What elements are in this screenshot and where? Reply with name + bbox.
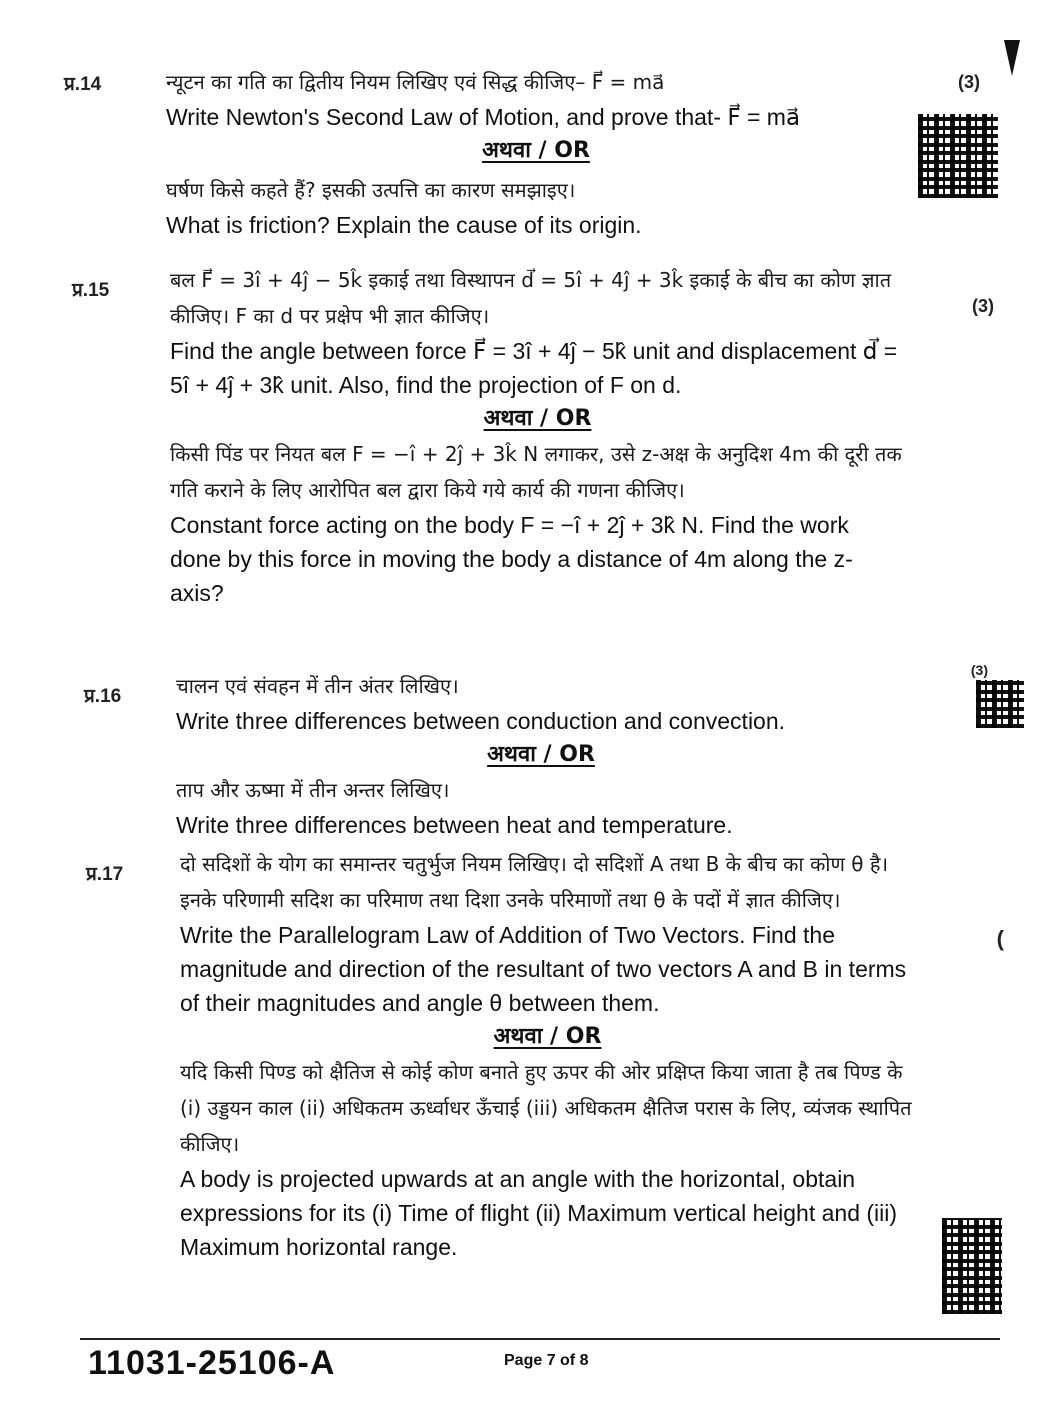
q15-or-divider: अथवा / OR xyxy=(483,406,592,431)
q16-alt-english-text: Write three differences between heat and temperature. xyxy=(176,812,733,838)
marks-15: (3) xyxy=(972,296,994,316)
q17-or-divider: अथवा / OR xyxy=(493,1024,602,1049)
marks-14: (3) xyxy=(958,72,980,92)
q14-alt-english-text: What is friction? Explain the cause of its origin. xyxy=(166,212,642,238)
q15-alt-hindi-text: किसी पिंड पर नियत बल F = −î + 2ĵ + 3k̂ N लगाकर, उसे z-अक्ष के अनुदिश 4m की दूरी तक गति कराने के लिए आरोपित बल द्वारा किये गये कार्य की गणना कीजिए। xyxy=(170,442,902,502)
q16-or-divider: अथवा / OR xyxy=(487,742,595,767)
q17-hindi-text: दो सदिशों के योग का समान्तर चतुर्भुज नियम लिखिए। दो सदिशों A तथा B के बीच का कोण θ है। इनके परिणामी सदिश का परिमाण तथा दिशा उनके परिमाणों तथा θ के पदों में ज्ञात कीजिए। xyxy=(180,852,889,912)
paper-code: 11031-25106-A xyxy=(88,1344,336,1382)
question-number-16: प्र.16 xyxy=(84,686,122,707)
qr-code-icon xyxy=(976,680,1024,728)
q15-english-text: Find the angle between force F⃗ = 3î + 4ĵ − 5k̂ unit and displacement d⃗ = 5î + 4ĵ + 3k̂ unit. Also, find the projection of F on d. xyxy=(170,338,898,398)
q15-alt-english-text: Constant force acting on the body F = −î + 2ĵ + 3k̂ N. Find the work done by this force in moving the body a distance of 4m along the z-axis? xyxy=(170,512,853,606)
q16-alt-hindi-text: ताप और ऊष्मा में तीन अन्तर लिखिए। xyxy=(176,778,450,802)
question-16 xyxy=(176,668,906,842)
footer-divider xyxy=(80,1338,1000,1340)
question-number-15: प्र.15 xyxy=(72,280,110,301)
question-number-14: प्र.14 xyxy=(64,74,102,95)
q14-hindi-text: न्यूटन का गति का द्वितीय नियम लिखिए एवं सिद्ध कीजिए– F⃗ = ma⃗ xyxy=(166,70,665,94)
q17-alt-hindi-text: यदि किसी पिण्ड को क्षैतिज से कोई कोण बनाते हुए ऊपर की ओर प्रक्षिप्त किया जाता है तब पिण्ड के (i) उड्डयन काल (ii) अधिकतम ऊर्ध्वाधर ऊँचाई (iii) अधिकतम क्षैतिज परास के लिए, व्यंजक स्थापित कीजिए। xyxy=(180,1060,912,1156)
marks-17: ( xyxy=(996,926,1004,951)
q14-english-text: Write Newton's Second Law of Motion, and prove that- F⃗ = ma⃗ xyxy=(166,104,801,130)
q14-or-divider: अथवा / OR xyxy=(482,138,590,163)
q16-hindi-text: चालन एवं संवहन में तीन अंतर लिखिए। xyxy=(176,674,459,698)
datamatrix-code-bottom-icon xyxy=(942,1218,1002,1314)
question-17 xyxy=(180,846,915,1264)
q17-english-text: Write the Parallelogram Law of Addition of Two Vectors. Find the magnitude and direction of the resultant of two vectors A and B in terms of their magnitudes and angle θ between them. xyxy=(180,922,907,1016)
datamatrix-code-icon xyxy=(918,114,998,198)
marks-16: (3) xyxy=(970,662,988,678)
q16-english-text: Write three differences between conduction and convection. xyxy=(176,708,786,734)
question-number-17: प्र.17 xyxy=(86,864,124,885)
question-15 xyxy=(170,262,905,610)
page-number: Page 7 of 8 xyxy=(504,1352,589,1369)
q17-alt-english-text: A body is projected upwards at an angle with the horizontal, obtain expressions for its (i) Time of flight (ii) Maximum vertical height and (iii) Maximum horizontal range. xyxy=(180,1166,898,1260)
corner-registration-mark xyxy=(1004,40,1020,76)
question-14 xyxy=(166,64,906,242)
q15-hindi-text: बल F⃗ = 3î + 4ĵ − 5k̂ इकाई तथा विस्थापन d⃗ = 5î + 4ĵ + 3k̂ इकाई के बीच का कोण ज्ञात कीजिए। F का d पर प्रक्षेप भी ज्ञात कीजिए। xyxy=(170,268,892,328)
q14-alt-hindi-text: घर्षण किसे कहते हैं? इसकी उत्पत्ति का कारण समझाइए। xyxy=(166,178,576,202)
